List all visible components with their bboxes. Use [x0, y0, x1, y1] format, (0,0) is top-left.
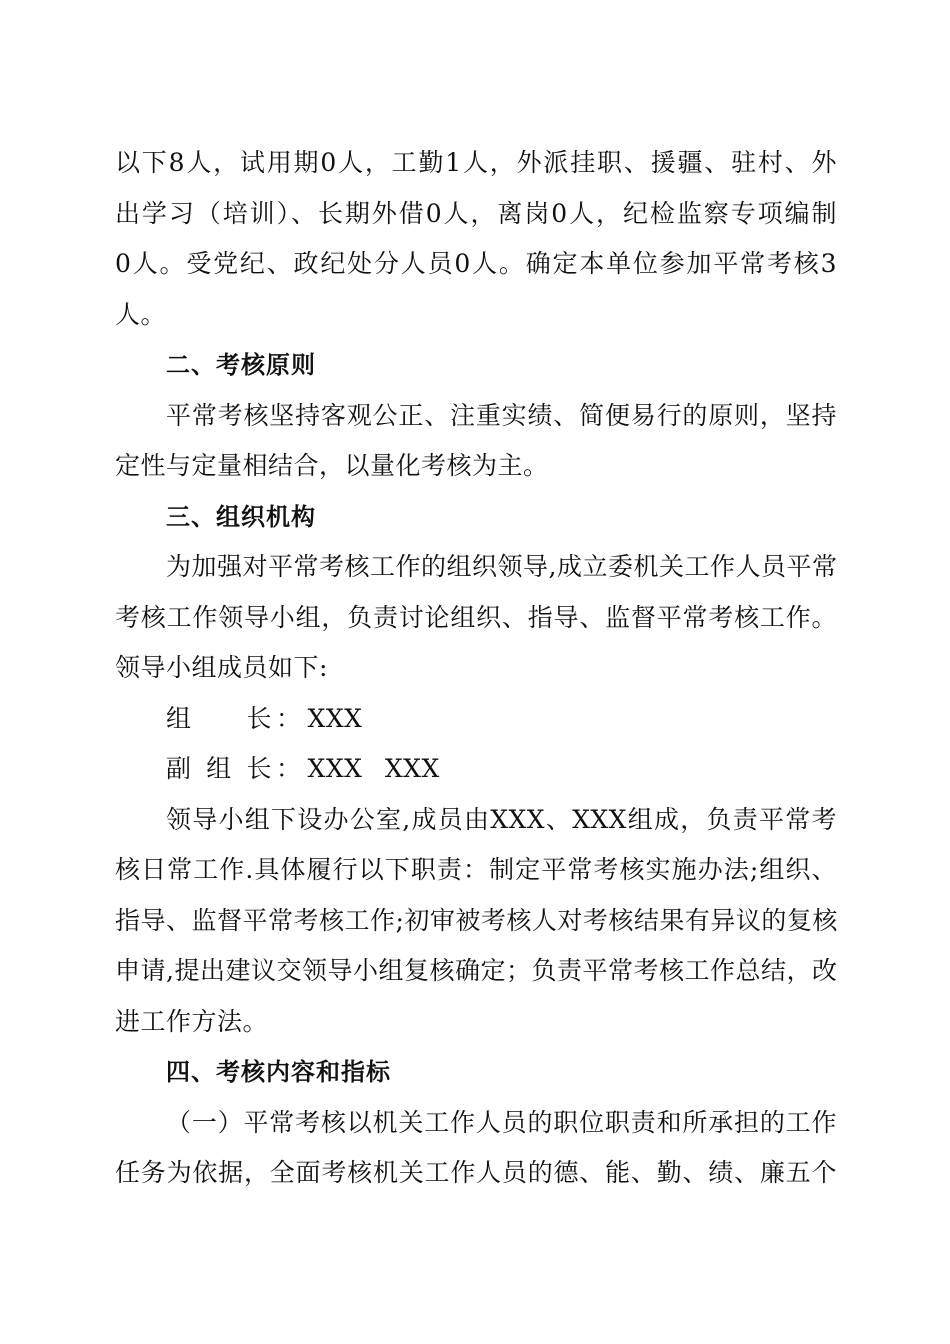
member-names: [308, 744, 454, 795]
paragraph-line: 领导小组下设办公室,成员由XXX、XXX组成，负责平常考: [166, 804, 837, 834]
paragraph-line: 出学习（培训）、长期外借0人，离岗0人，纪检监察专项编制: [115, 198, 837, 228]
paragraph-line: 领导小组成员如下:: [115, 653, 328, 682]
member-role: [166, 694, 272, 745]
role-char: 组: [166, 703, 192, 733]
member-name: XXX: [307, 703, 363, 733]
paragraph-line: 定性与定量相结合，以量化考核为主。: [115, 451, 549, 480]
member-role: [166, 744, 272, 795]
section-heading-principles: 二、考核原则: [166, 351, 316, 379]
member-colon: ：: [276, 754, 302, 783]
paragraph-line: 任务为依据，全面考核机关工作人员的德、能、勤、绩、廉五个: [115, 1158, 837, 1187]
section-heading-organization: 三、组织机构: [166, 502, 316, 531]
role-char: 副: [166, 754, 192, 783]
role-char: 长: [246, 754, 272, 783]
section-heading-content: 四、考核内容和指标: [166, 1058, 391, 1086]
paragraph-line: 申请,提出建议交领导小组复核确定；负责平常考核工作总结，改: [115, 956, 838, 985]
member-colon: ：: [276, 703, 302, 733]
document-body: [115, 138, 837, 1199]
paragraph-line: 进工作方法。: [115, 1006, 269, 1036]
member-deputy: [115, 744, 837, 795]
paragraph-line: 指导、监督平常考核工作;初审被考核人对考核结果有异议的复核: [115, 905, 838, 935]
role-char: 长: [246, 703, 272, 733]
paragraph-line: 平常考核坚持客观公正、注重实绩、简便易行的原则，坚持: [166, 400, 837, 430]
member-leader: [115, 694, 837, 745]
member-name: XXX: [307, 754, 363, 783]
paragraph-line: （一）平常考核以机关工作人员的职位职责和所承担的工作: [166, 1107, 837, 1137]
paragraph-line: 人。: [115, 299, 167, 329]
paragraph-line: 为加强对平常考核工作的组织领导,成立委机关工作人员平常: [166, 552, 838, 581]
member-names: [308, 694, 377, 745]
paragraph-line: 以下8人，试用期0人，工勤1人，外派挂职、援疆、驻村、外: [115, 148, 837, 177]
paragraph-line: 考核工作领导小组，负责讨论组织、指导、监督平常考核工作。: [115, 602, 837, 632]
paragraph-line: 核日常工作.具体履行以下职责：制定平常考核实施办法;组织、: [115, 855, 837, 884]
member-name: XXX: [384, 754, 440, 783]
role-char: 组: [206, 754, 232, 783]
paragraph-line: 0人。受党纪、政纪处分人员0人。确定本单位参加平常考核3: [115, 249, 837, 278]
